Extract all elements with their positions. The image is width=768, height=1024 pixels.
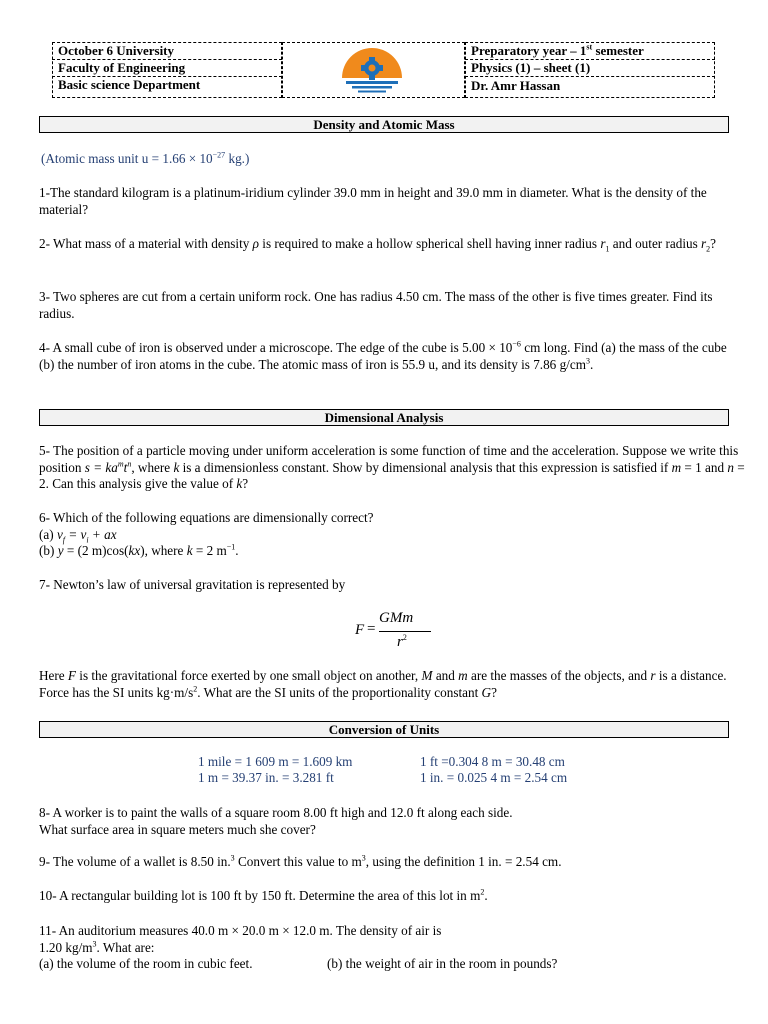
instructor-name: Dr. Amr Hassan xyxy=(471,78,561,93)
department-name: Basic science Department xyxy=(58,77,201,92)
question-11-part-b: (b) the weight of air in the room in pounds? xyxy=(327,956,558,971)
conversion-foot: 1 ft =0.304 8 m = 30.48 cm xyxy=(420,754,565,769)
conversion-mile: 1 mile = 1 609 m = 1.609 km xyxy=(198,754,353,769)
question-7-text: Here F is the gravitational force exerted by one small object on another, M and m are the masses of the objects, and r is a distance. Force has the SI units $kg\cdot m/s^2$. What are the SI units of the proportionality constant G? xyxy=(39,668,727,700)
question-7-intro: 7- Newton’s law of universal gravitation is represented by xyxy=(39,577,346,592)
question-1: 1-The standard kilogram is a platinum-iridium cylinder 39.0 mm in height and 39.0 mm in diameter. What is the density of the material? xyxy=(39,185,707,217)
question-10: 10- A rectangular building lot is 100 ft by 150 ft. Determine the area of this lot in $m^2$. xyxy=(39,887,488,903)
section-dimensional-heading: Dimensional Analysis xyxy=(39,409,729,426)
gravitation-formula: F = GMm $r^2$ xyxy=(355,610,435,660)
question-5: 5- The position of a particle moving under uniform acceleration is some function of time and the acceleration. Suppose we write this position $s = ka^mt^n$, where k is a dimensionless constant. Show by dimensional analysis that this expression is satisfied if m = 1 and n = 2. Can this analysis give the value of k? xyxy=(39,443,745,491)
faculty-name: Faculty of Engineering xyxy=(58,60,186,75)
university-name: October 6 University xyxy=(58,43,175,58)
question-4: 4- A small cube of iron is observed under a microscope. The edge of the cube is $5.00 \times 10^{-6}$ cm long. Find (a) the mass of the cube (b) the number of iron atoms in the cube. The atomic mass of iron is 55.9 u, and its density is 7.86 $g/cm^3$. xyxy=(39,339,727,372)
question-8: 8- A worker is to paint the walls of a square room 8.00 ft high and 12.0 ft along each side. What surface area in square meters much she cover? xyxy=(39,805,513,837)
question-6: 6- Which of the following equations are dimensionally correct? (a) $v_f = v_i$ + ax (b) y = (2 m)cos(kx), where k = 2 $m^{-1}$. xyxy=(39,510,374,558)
question-3: 3- Two spheres are cut from a certain uniform rock. One has radius 4.50 cm. The mass of the other is five times greater. Find its radius. xyxy=(39,289,713,321)
question-11: 11- An auditorium measures 40.0 m × 20.0 m × 12.0 m. The density of air is 1.20 $kg/m^3$. What are: (a) the volume of the room in cubic feet. xyxy=(39,923,442,971)
conversion-meter: 1 m = 39.37 in. = 3.281 ft xyxy=(198,770,334,785)
conversion-inch: 1 in. = 0.025 4 m = 2.54 cm xyxy=(420,770,568,785)
question-9: 9- The volume of a wallet is 8.50 in.$^3$ Convert this value to $m^3$, using the definition 1 in. = 2.54 cm. xyxy=(39,853,562,869)
question-2: 2- What mass of a material with density ρ is required to make a hollow spherical shell having inner radius $r_1$ and outer radius $r_2$? xyxy=(39,236,717,254)
university-logo-icon xyxy=(336,44,408,96)
atomic-mass-note: (Atomic mass unit $u = 1.66 \times 10^{-27}$ kg.) xyxy=(41,150,250,166)
section-conversion-heading: Conversion of Units xyxy=(39,721,729,738)
course-sheet: Physics (1) – sheet (1) xyxy=(471,60,591,75)
section-density-heading: Density and Atomic Mass xyxy=(39,116,729,133)
year-semester: Preparatory year – 1st semester xyxy=(471,42,644,58)
